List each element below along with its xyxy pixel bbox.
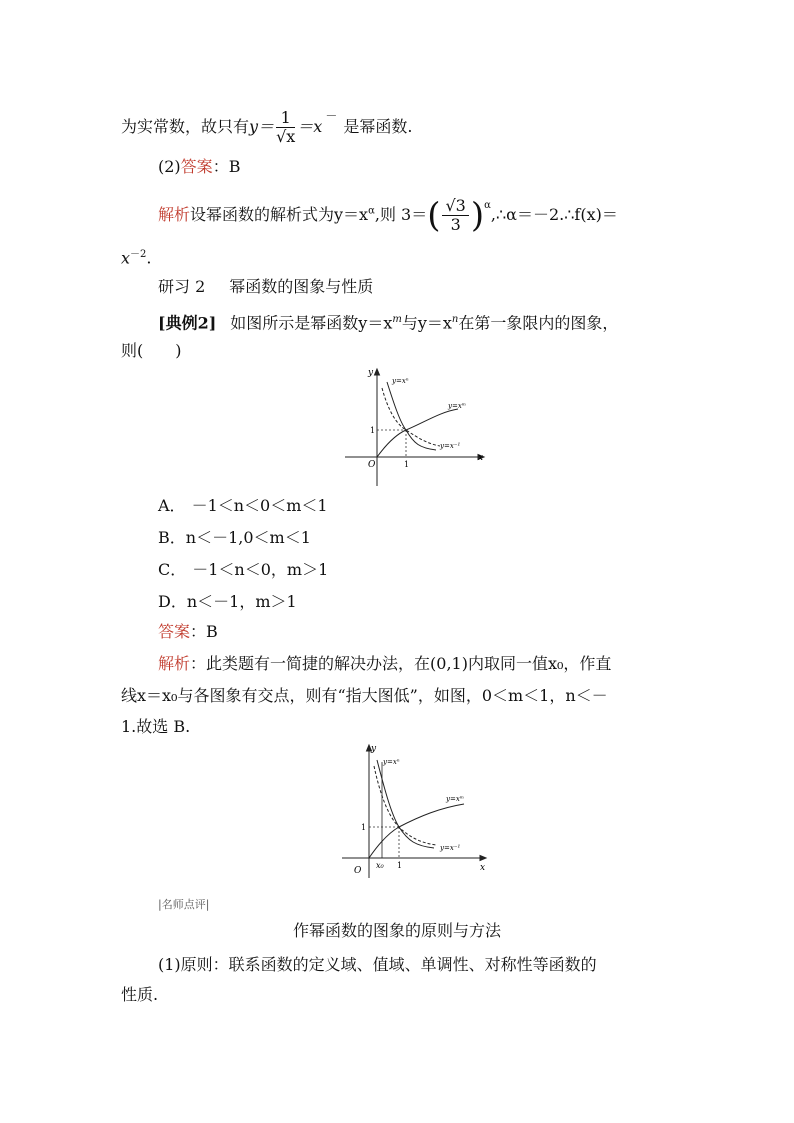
figure2-tick-x0-label: x₀ (376, 861, 384, 870)
answer1-colon: ： (212, 157, 229, 176)
comment-title-text: 作幂函数的图象的原则与方法 (292, 921, 501, 940)
option-a (158, 496, 328, 516)
analysis1-cont-x: x (121, 248, 131, 268)
comment-line-2 (121, 985, 158, 1005)
figure2-label-inv: y=x⁻¹ (440, 844, 461, 852)
comment-line2-text: 性质. (121, 985, 159, 1004)
option-c-label: C． (158, 560, 187, 579)
option-d-text: n＜－1，m＞1 (186, 592, 297, 611)
figure2-x-label: x (480, 863, 486, 873)
analysis1-sup-alpha: α (368, 205, 375, 217)
answer1-value: B (228, 157, 241, 176)
figure-2-power-function-graph (340, 742, 490, 882)
figure2-x-axis (342, 856, 486, 861)
line1-exponent: － (325, 109, 338, 123)
example-text1: 如图所示是幂函数y＝x (230, 313, 393, 333)
fraction-numerator: √3 (442, 197, 468, 216)
analysis1-label: 解析 (158, 205, 191, 224)
option-b-label: B． (158, 528, 186, 547)
fraction-sqrt3-over-3 (442, 197, 468, 234)
analysis2-label: 解析 (158, 654, 191, 673)
line1-y-eq: y＝ (249, 117, 275, 136)
figure2-curve-n (377, 760, 434, 848)
section-title: 幂函数的图象与性质 (229, 277, 374, 296)
analysis1-text3: ,∴α＝－2.∴f(x)＝ (490, 205, 618, 224)
analysis-1-continued (121, 245, 152, 268)
figure2-curve-inverse (374, 766, 436, 845)
option-d (158, 592, 297, 612)
fraction-denominator: 3 (450, 215, 461, 234)
figure1-x-axis (345, 455, 484, 460)
answer1-word: 答案 (180, 157, 213, 176)
figure2-tick-x-label: 1 (397, 861, 403, 870)
line1-suffix: 是幂函数. (343, 117, 413, 136)
example-sup-m: m (392, 314, 402, 325)
example-text3: 在第一象限内的图象， (458, 313, 619, 333)
figure1-y-label: y (368, 368, 374, 378)
option-a-text: －1＜n＜0＜m＜1 (191, 496, 328, 515)
analysis-1 (158, 196, 618, 234)
left-paren: ( (427, 195, 441, 236)
figure1-curve-n (387, 382, 436, 450)
figure1-label-n: y=xⁿ (392, 377, 409, 385)
option-d-label: D． (158, 592, 187, 611)
analysis1-cont-sup: －2 (130, 249, 147, 260)
analysis2-line2: 线x＝x₀与各图象有交点，则有“指大图低”，如图，0＜m＜1，n＜－ (121, 686, 608, 705)
answer1-number: (2) (158, 157, 181, 176)
text-line-1 (121, 106, 412, 146)
analysis-2-line-1 (158, 654, 611, 674)
line1-prefix: 为实常数，故只有 (121, 117, 250, 136)
figure1-tick-y-label: 1 (370, 426, 376, 435)
option-c-text: －1＜n＜0，m＞1 (192, 560, 329, 579)
example-label: [典例2] (158, 313, 217, 333)
section-label: 研习 2 (158, 277, 206, 296)
right-paren: ) (470, 195, 485, 236)
analysis-2-line-2 (121, 686, 608, 706)
option-b (158, 528, 311, 548)
option-b-text: n＜－1,0＜m＜1 (185, 528, 311, 547)
figure1-x-label: x (478, 453, 484, 463)
example-line-1 (158, 310, 618, 333)
fraction-numerator: 1 (276, 109, 295, 128)
comment-title (0, 921, 794, 941)
example-line2-text: 则( ) (121, 341, 182, 360)
example-line-2 (121, 341, 182, 361)
example-sup-n: n (451, 314, 459, 325)
figure2-tick-y-label: 1 (361, 823, 367, 832)
fraction-1-over-sqrt-x (276, 109, 295, 146)
option-a-label: A． (158, 496, 186, 515)
figure2-y-label: y (371, 744, 377, 754)
answer-2 (158, 622, 218, 642)
analysis1-cont-end: . (146, 248, 152, 268)
figure2-origin-label: O (354, 866, 362, 876)
figure2-label-m: y=xᵐ (446, 795, 465, 803)
comment-tag-text: |名师点评| (158, 898, 210, 911)
example-text2: 与y＝x (401, 313, 452, 333)
section-heading (158, 277, 373, 297)
analysis-2-line-3 (121, 717, 190, 737)
fraction-denominator: √x (276, 127, 296, 146)
figure1-label-inv: y=x⁻¹ (440, 442, 461, 450)
answer-1 (158, 157, 240, 177)
comment-line1-text: (1)原则：联系函数的定义域、值域、单调性、对称性等函数的 (158, 955, 597, 974)
analysis2-line1: ：此类题有一简捷的解决办法，在(0,1)内取同一值x₀，作直 (190, 654, 612, 673)
figure1-label-m: y=xᵐ (448, 402, 467, 410)
analysis1-text2: ,则 3＝ (374, 205, 428, 224)
figure2-label-n: y=xⁿ (383, 758, 400, 766)
figure1-tick-x-label: 1 (404, 460, 410, 469)
analysis2-line3: 1.故选 B. (121, 717, 191, 736)
answer2-word: 答案 (158, 622, 191, 641)
line1-eq2: ＝x (297, 117, 323, 136)
answer2-value: B (206, 622, 218, 641)
comment-line-1 (158, 955, 597, 975)
figure1-origin-label: O (368, 460, 376, 470)
option-c (158, 560, 328, 580)
analysis1-sup-alpha2: α (484, 200, 491, 211)
analysis1-text1: 设幂函数的解析式为y＝x (190, 205, 369, 224)
figure-1-power-function-graph (340, 366, 490, 491)
answer2-colon: ： (190, 622, 207, 641)
comment-tag (158, 895, 209, 915)
